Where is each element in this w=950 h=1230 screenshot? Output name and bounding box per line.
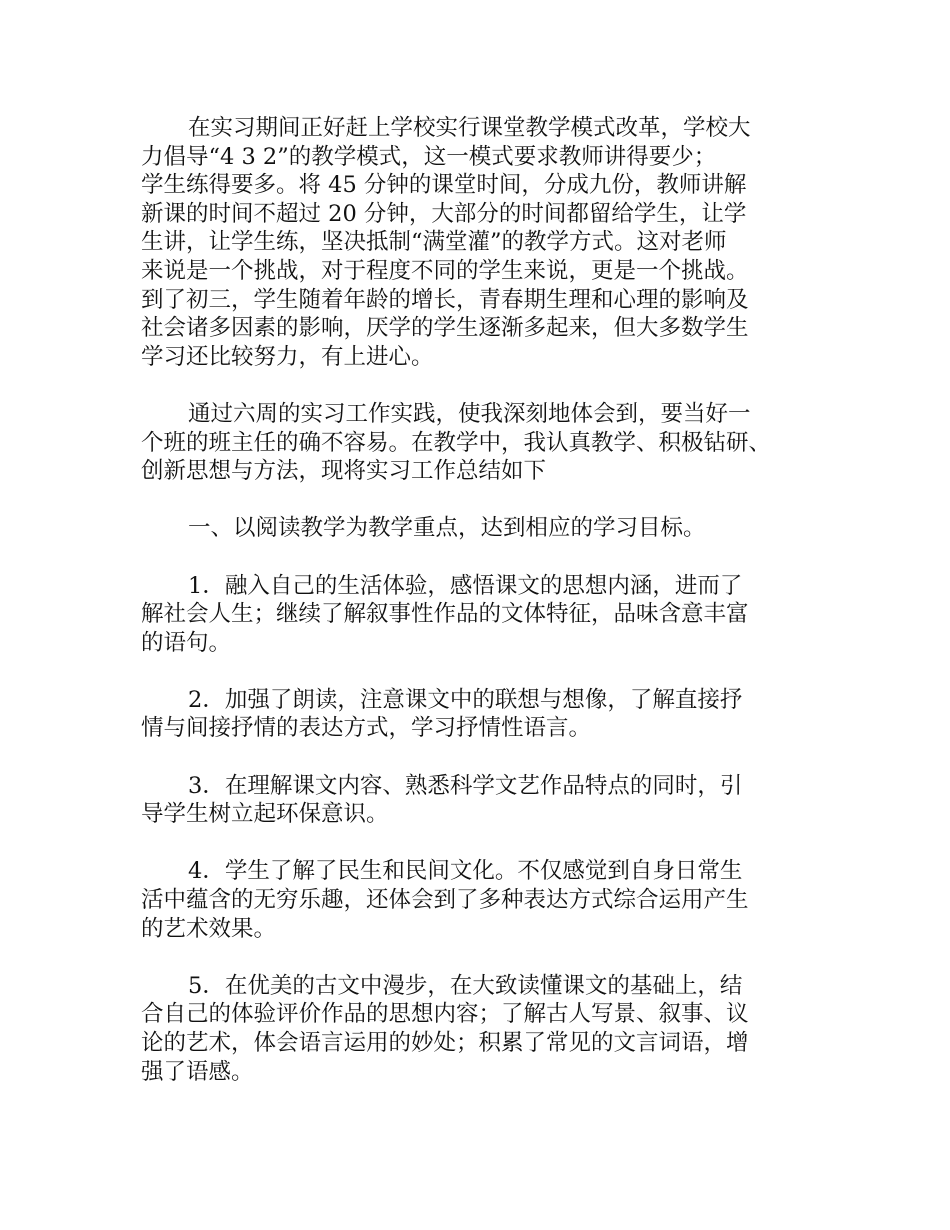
paragraph-summary-intro: 通过六周的实习工作实践，使我深刻地体会到，要当好一 个班的班主任的确不容易。在教学中，我认真教学、积极钻研、 创新思想与方法，现将实习工作总结如下 [141, 400, 772, 485]
list-item-1: 1．融入自己的生活体验，感悟课文的思想内涵，进而了 解社会人生；继续了解叙事性作品的文体特征，品味含意丰富 的语句。 [141, 572, 749, 656]
section-heading-reading-teaching: 一、以阅读教学为教学重点，达到相应的学习目标。 [188, 515, 706, 542]
list-item-5: 5．在优美的古文中漫步，在大致读懂课文的基础上，结 合自己的体验评价作品的思想内容；了解古人写景、叙事、议 论的艺术，体会语言运用的妙处；积累了常见的文言词语，增 强了语感。 [141, 972, 749, 1085]
list-item-4: 4．学生了解了民生和民间文化。不仅感觉到自身日常生 活中蕴含的无穷乐趣，还体会到了多种表达方式综合运用产生 的艺术效果。 [141, 858, 749, 942]
list-item-2: 2．加强了朗读，注意课文中的联想与想像，了解直接抒 情与间接抒情的表达方式，学习抒情性语言。 [141, 686, 743, 742]
paragraph-reform: 在实习期间正好赶上学校实行课堂教学模式改革，学校大 力倡导“4 3 2”的教学模式，这一模式要求教师讲得要少； 学生练得要多。将 45 分钟的课堂时间，分成九份，教师讲解 新课的时间不超过 20 分钟，大部分的时间都留给学生，让学 生讲，让学生练，坚决抵制“满堂灌”的教学方式。这对老师 来说是一个挑战，对于程度不同的学生来说，更是一个挑战。 到了初三，学生随着年龄的增长，青春期生理和心理的影响及 社会诸多因素的影响，厌学的学生逐渐多起来，但大多数学生 学习还比较努力，有上进心。 [141, 115, 751, 370]
document-body [141, 114, 831, 1115]
list-item-3: 3．在理解课文内容、熟悉科学文艺作品特点的同时，引 导学生树立起环保意识。 [141, 772, 743, 828]
